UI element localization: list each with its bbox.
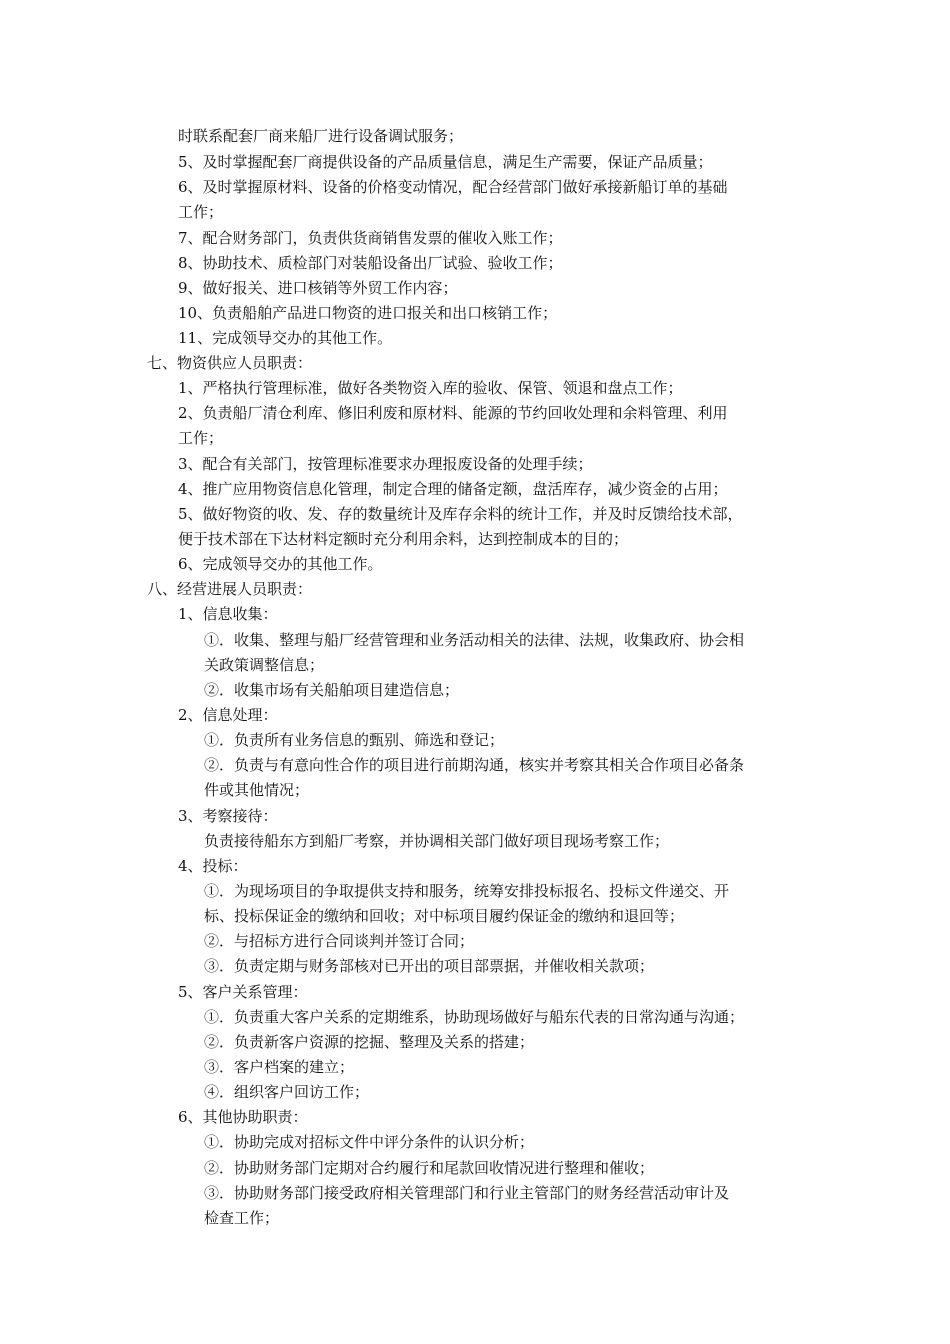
text-line: ②．协助财务部门定期对合约履行和尾款回收情况进行整理和催收；	[204, 1159, 655, 1177]
text-line: ③．协助财务部门接受政府相关管理部门和行业主管部门的财务经营活动审计及	[204, 1184, 730, 1202]
section-heading: 七、物资供应人员职责：	[147, 354, 313, 372]
text-line: ③．负责定期与财务部核对已开出的项目部票据，并催收相关款项；	[204, 957, 655, 975]
text-line: ①．为现场项目的争取提供支持和服务，统筹安排投标报名、投标文件递交、开	[204, 882, 730, 900]
text-line: 3、配合有关部门，按管理标准要求办理报废设备的处理手续；	[178, 455, 593, 473]
text-line: 工作；	[178, 203, 224, 221]
text-line: 5、及时掌握配套厂商提供设备的产品质量信息，满足生产需要，保证产品质量；	[178, 153, 713, 171]
text-line: ①．协助完成对招标文件中评分条件的认识分析；	[204, 1133, 535, 1151]
sub-heading: 2、信息处理：	[178, 706, 278, 724]
text-line: 7、配合财务部门，负责供货商销售发票的催收入账工作；	[178, 229, 563, 247]
sub-heading: 1、信息收集：	[178, 605, 278, 623]
sub-heading: 6、其他协助职责：	[178, 1108, 308, 1126]
section-heading: 八、经营进展人员职责：	[147, 580, 313, 598]
text-line: 5、做好物资的收、发、存的数量统计及库存余料的统计工作，并及时反馈给技术部，	[178, 505, 743, 523]
text-line: 1、严格执行管理标准，做好各类物资入库的验收、保管、领退和盘点工作；	[178, 379, 683, 397]
text-line: ①．负责所有业务信息的甄别、筛选和登记；	[204, 731, 505, 749]
text-line: 工作；	[178, 429, 224, 447]
text-line: 时联系配套厂商来船厂进行设备调试服务；	[178, 127, 464, 145]
text-line: ①．负责重大客户关系的定期维系，协助现场做好与船东代表的日常沟通与沟通；	[204, 1008, 745, 1026]
text-line: 6、完成领导交办的其他工作。	[178, 555, 383, 573]
sub-heading: 4、投标：	[178, 857, 248, 875]
text-line: ④．组织客户回访工作；	[204, 1083, 370, 1101]
text-line: 件或其他情况；	[204, 781, 310, 799]
text-line: 检查工作；	[204, 1209, 280, 1227]
text-line: ③．客户档案的建立；	[204, 1058, 355, 1076]
text-line: ①．收集、整理与船厂经营管理和业务活动相关的法律、法规，收集政府、协会相	[204, 631, 745, 649]
text-line: 4、推广应用物资信息化管理，制定合理的储备定额，盘活库存，减少资金的占用；	[178, 480, 728, 498]
text-line: ②．与招标方进行合同谈判并签订合同；	[204, 932, 475, 950]
text-line: 便于技术部在下达材料定额时充分利用余料，达到控制成本的目的；	[178, 530, 629, 548]
text-line: 8、协助技术、质检部门对装船设备出厂试验、验收工作；	[178, 254, 563, 272]
text-line: 负责接待船东方到船厂考察，并协调相关部门做好项目现场考察工作；	[204, 832, 670, 850]
text-line: 2、负责船厂清仓利库、修旧利废和原材料、能源的节约回收处理和余料管理、利用	[178, 404, 728, 422]
text-line: 11、完成领导交办的其他工作。	[178, 329, 393, 347]
text-line: 6、及时掌握原材料、设备的价格变动情况，配合经营部门做好承接新船订单的基础	[178, 178, 728, 196]
text-line: 9、做好报关、进口核销等外贸工作内容；	[178, 279, 458, 297]
text-line: 10、负责船舶产品进口物资的进口报关和出口核销工作；	[178, 304, 558, 322]
sub-heading: 3、考察接待：	[178, 807, 278, 825]
text-line: ②．负责新客户资源的挖掘、整理及关系的搭建；	[204, 1033, 535, 1051]
text-line: 关政策调整信息；	[204, 656, 325, 674]
sub-heading: 5、客户关系管理：	[178, 983, 308, 1001]
text-line: ②．负责与有意向性合作的项目进行前期沟通，核实并考察其相关合作项目必备条	[204, 756, 745, 774]
text-line: ②．收集市场有关船舶项目建造信息；	[204, 681, 460, 699]
text-line: 标、投标保证金的缴纳和回收；对中标项目履约保证金的缴纳和退回等；	[204, 907, 685, 925]
